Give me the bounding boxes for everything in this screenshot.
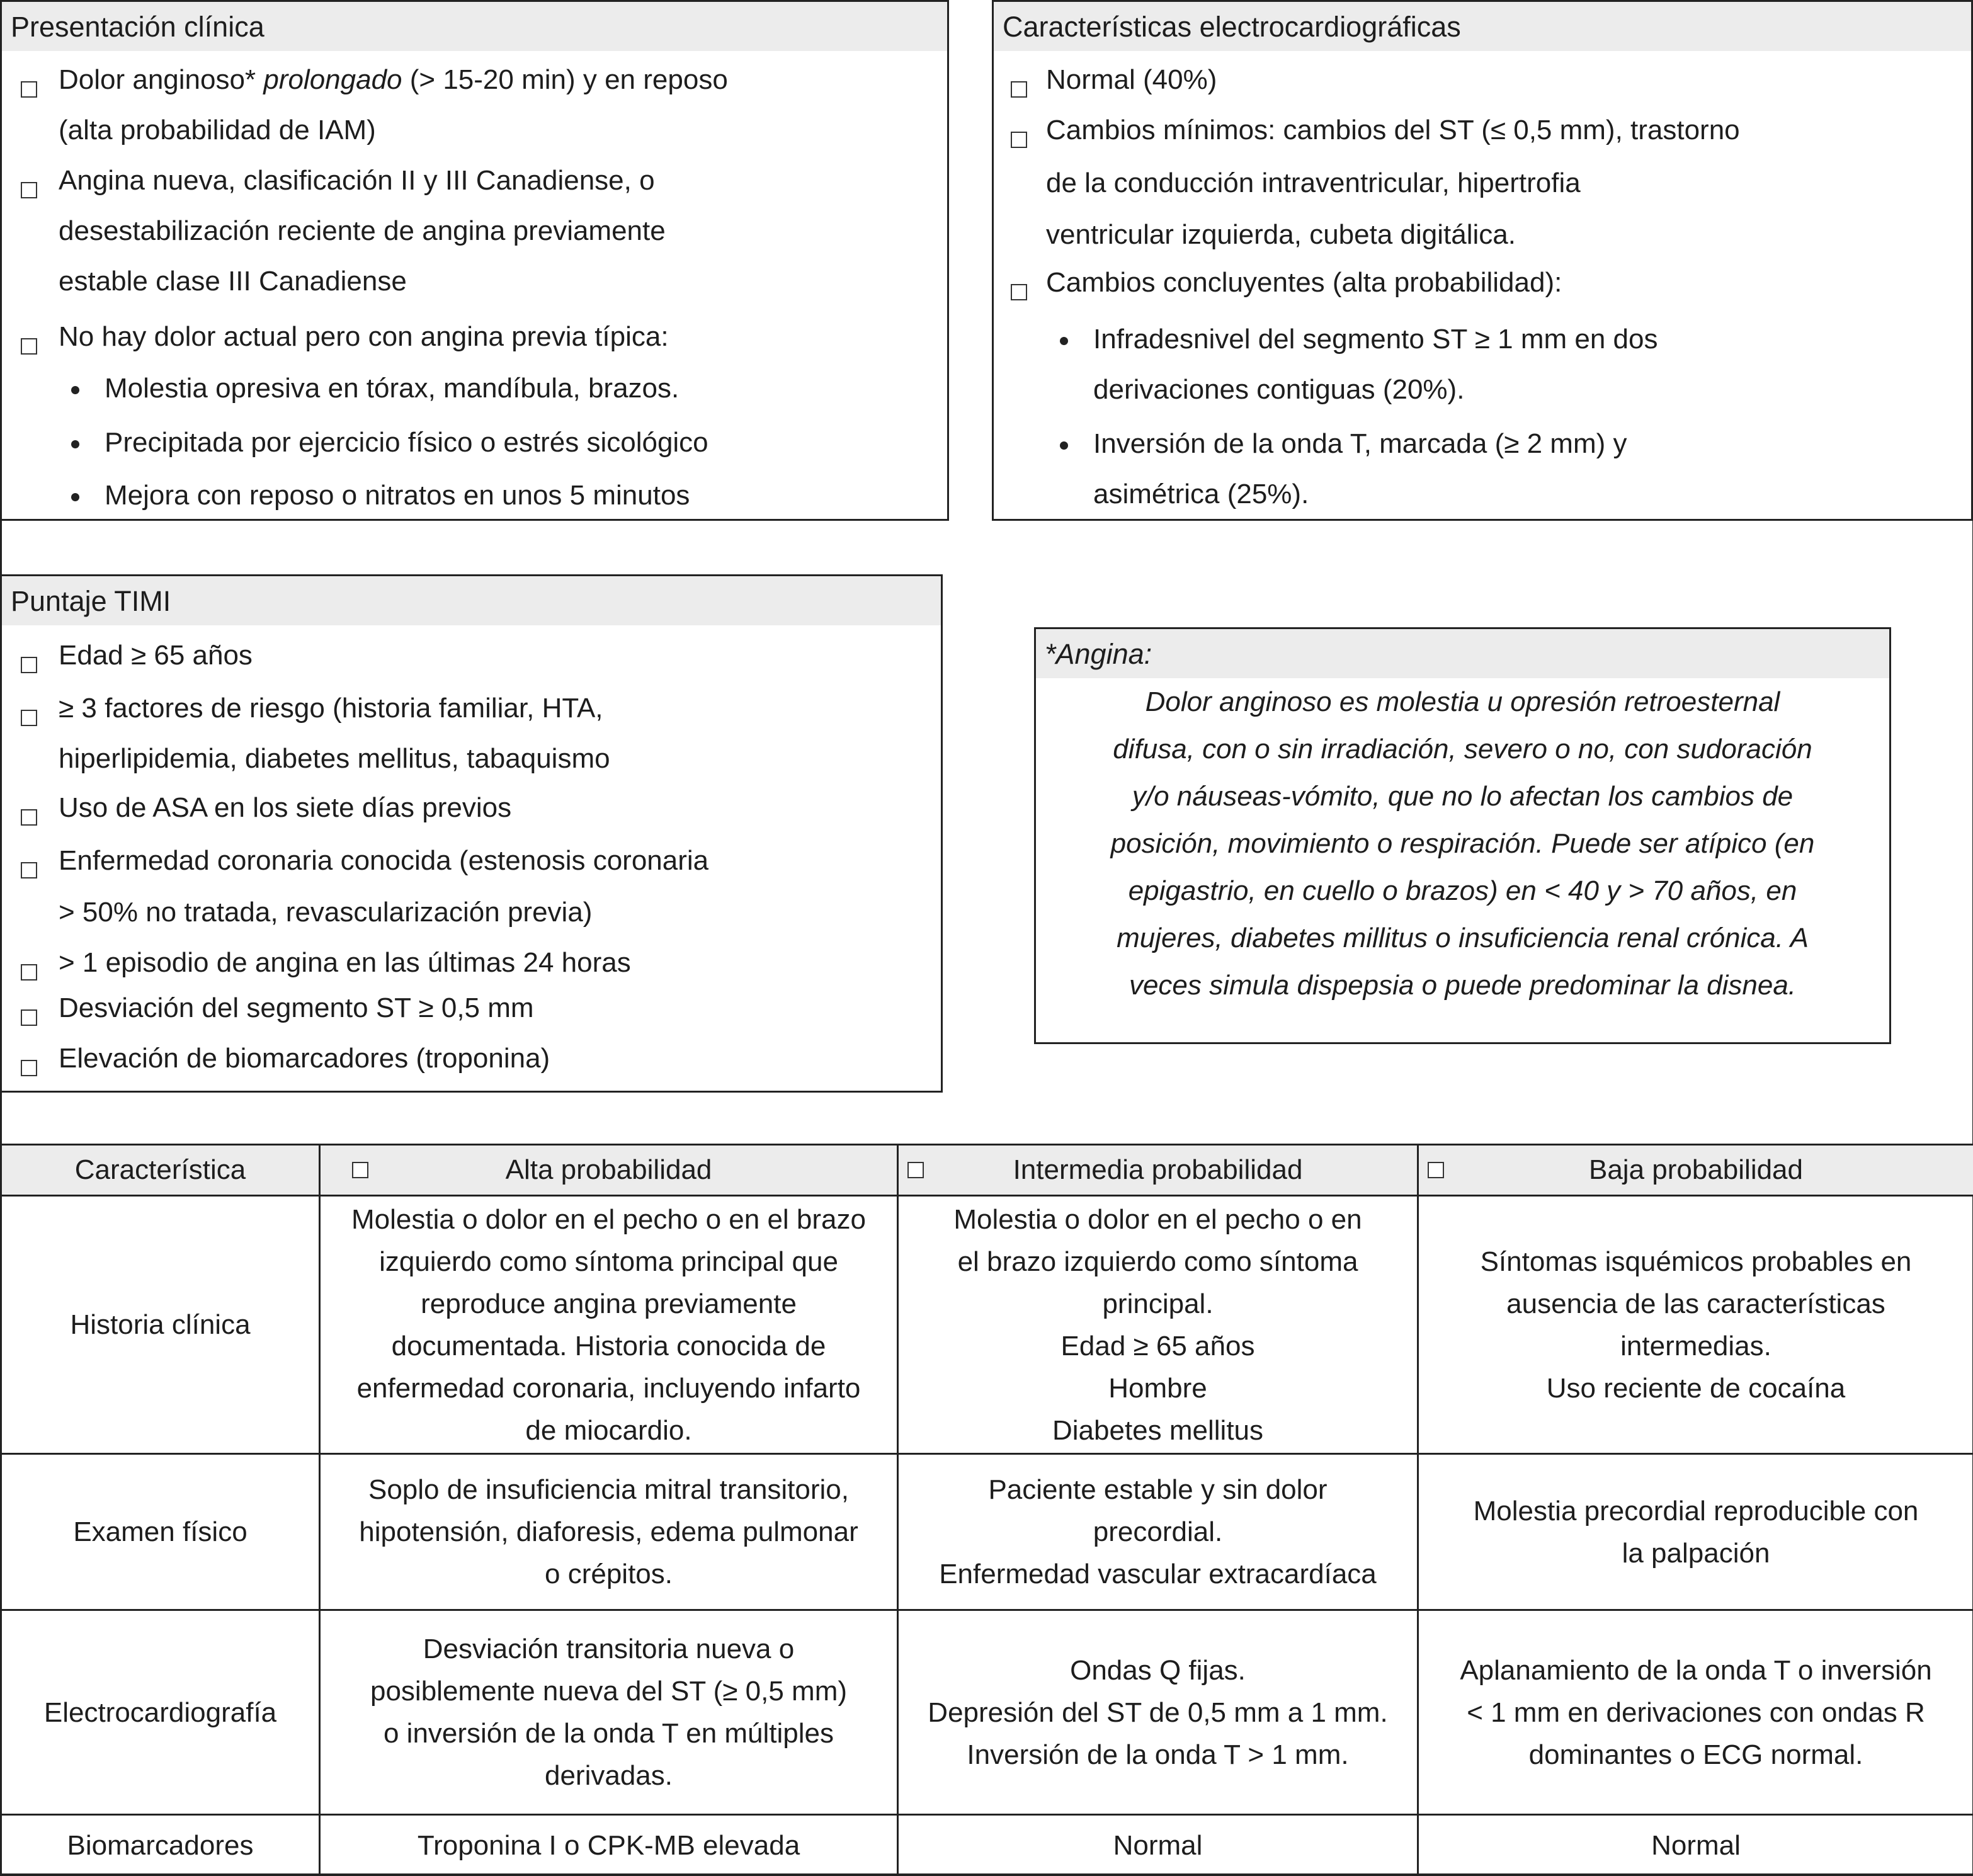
header-high-label: Alta probabilidad (505, 1154, 712, 1185)
cell-text-line: Soplo de insuficiencia mitral transitorio, (368, 1474, 850, 1505)
row-label: Historia clínica (1, 1196, 320, 1454)
text-segment: (> 15-20 min) y en reposo (402, 64, 728, 95)
cell-text-line: la palpación (1622, 1537, 1770, 1569)
cell-text-line: Diabetes mellitus (1052, 1414, 1264, 1446)
bullet-icon (1060, 337, 1068, 345)
header-intermediate-probability (898, 1145, 1418, 1196)
ecg-bullet-line: asimétrica (25%). (1093, 479, 1309, 509)
cell-text-line: izquierdo como síntoma principal que (379, 1246, 838, 1277)
checkbox-icon (907, 1162, 924, 1178)
cell-text-line: dominantes o ECG normal. (1528, 1739, 1863, 1770)
cell-text-line: Edad ≥ 65 años (1060, 1330, 1255, 1362)
checkbox-icon (1428, 1162, 1444, 1178)
table-cell (898, 1196, 1418, 1454)
checkbox-icon (1011, 81, 1027, 98)
timi-item-line: > 50% no tratada, revascularización previa) (59, 897, 593, 928)
header-low-label: Baja probabilidad (1588, 1154, 1804, 1185)
angina-text-line: epigastrio, en cuello o brazos) en < 40 y > 70 años, en (1128, 875, 1797, 906)
angina-text-line: veces simula dispepsia o puede predominar la disnea. (1129, 970, 1797, 1001)
ecg-item-line: Normal (40%) (1046, 64, 1217, 95)
clinical-bullet-line: Mejora con reposo o nitratos en unos 5 minutos (105, 480, 690, 511)
timi-item-line: > 1 episodio de angina en las últimas 24 horas (59, 947, 631, 978)
table-row (1, 1610, 1973, 1815)
checkbox-icon (1011, 284, 1027, 300)
checkbox-icon (21, 964, 37, 981)
table-cell (320, 1815, 898, 1876)
table-row (1, 1815, 1973, 1876)
header-characteristic: Característica (1, 1145, 320, 1196)
bullet-icon (71, 386, 79, 394)
timi-item-line: Desviación del segmento ST ≥ 0,5 mm (59, 992, 534, 1023)
cell-text-line: Desviación transitoria nueva o (423, 1634, 795, 1664)
cell-text-line: Hombre (1108, 1372, 1207, 1404)
cell-text-line: o crépitos. (545, 1559, 673, 1589)
timi-score-box (0, 574, 943, 1093)
ecg-bullet-line: Inversión de la onda T, marcada (≥ 2 mm) y (1093, 428, 1627, 459)
cell-text-line: precordial. (1093, 1516, 1223, 1547)
timi-item-line: Uso de ASA en los siete días previos (59, 792, 512, 823)
checkbox-icon (21, 338, 37, 355)
checkbox-icon (21, 182, 37, 198)
row-label: Biomarcadores (1, 1815, 320, 1876)
timi-item-line: Edad ≥ 65 años (59, 640, 253, 671)
cell-text-line: posiblemente nueva del ST (≥ 0,5 mm) (370, 1676, 848, 1707)
ecg-item-line: de la conducción intraventricular, hipertrofia (1046, 168, 1581, 198)
cell-text-line: Enfermedad vascular extracardíaca (939, 1559, 1377, 1589)
table-row (1, 1196, 1973, 1454)
header-high-probability (320, 1145, 898, 1196)
timi-item-line: hiperlipidemia, diabetes mellitus, tabaquismo (59, 743, 610, 774)
checkbox-icon (21, 809, 37, 826)
clinical-item-line: (alta probabilidad de IAM) (59, 115, 376, 145)
header-intermediate-label: Intermedia probabilidad (1013, 1154, 1303, 1185)
clinical-bullet-line: Precipitada por ejercicio físico o estrés sicológico (105, 427, 708, 458)
cell-text-line: reproduce angina previamente (421, 1288, 797, 1319)
cell-text-line: Ondas Q fijas. (1070, 1654, 1246, 1686)
clinical-item-line: No hay dolor actual pero con angina previa típica: (59, 321, 669, 352)
cell-text-line: Normal (1651, 1830, 1741, 1861)
clinical-item-line: Angina nueva, clasificación II y III Canadiense, o (59, 165, 655, 196)
clinical-bullet-line: Molestia opresiva en tórax, mandíbula, brazos. (105, 373, 679, 404)
table-header-row (1, 1145, 1973, 1196)
checkbox-icon (21, 81, 37, 98)
angina-text-line: y/o náuseas-vómito, que no lo afectan los cambios de (1132, 781, 1794, 812)
checkbox-icon (21, 862, 37, 878)
text-segment: Dolor anginoso* (59, 64, 264, 95)
cell-text-line: derivadas. (544, 1760, 673, 1791)
table-cell (898, 1610, 1418, 1815)
cell-text-line: intermedias. (1620, 1330, 1771, 1362)
timi-item-line: ≥ 3 factores de riesgo (historia familiar, HTA, (59, 693, 603, 724)
cell-text-line: Normal (1113, 1830, 1203, 1861)
ecg-features-box (992, 0, 1973, 521)
cell-text-line: Inversión de la onda T > 1 mm. (967, 1739, 1349, 1770)
timi-score-title: Puntaje TIMI (2, 576, 941, 625)
cell-text-line: Paciente estable y sin dolor (988, 1474, 1328, 1505)
clinical-item-line: estable clase III Canadiense (59, 266, 407, 297)
cell-text-line: el brazo izquierdo como síntoma (957, 1246, 1358, 1277)
checkbox-icon (21, 1009, 37, 1026)
cell-text-line: Uso reciente de cocaína (1546, 1372, 1846, 1404)
table-cell (1418, 1610, 1973, 1815)
checkbox-icon (21, 657, 37, 673)
cell-text-line: Molestia o dolor en el pecho o en (953, 1203, 1362, 1235)
cell-text-line: documentada. Historia conocida de (391, 1330, 826, 1362)
table-cell (320, 1454, 898, 1610)
clinical-presentation-title: Presentación clínica (2, 2, 947, 51)
timi-item-line: Enfermedad coronaria conocida (estenosis coronaria (59, 845, 709, 876)
table-cell (1418, 1196, 1973, 1454)
cell-text-line: Molestia o dolor en el pecho o en el brazo (351, 1203, 866, 1235)
ecg-bullet-line: Infradesnivel del segmento ST ≥ 1 mm en dos (1093, 324, 1658, 355)
cell-text-line: de miocardio. (525, 1414, 692, 1446)
table-cell (1418, 1454, 1973, 1610)
clinical-item-line: desestabilización reciente de angina previamente (59, 215, 666, 246)
cell-text-line: Síntomas isquémicos probables en (1480, 1246, 1912, 1277)
row-label: Examen físico (1, 1454, 320, 1610)
header-low-probability (1418, 1145, 1973, 1196)
checkbox-icon (21, 710, 37, 726)
cell-text-line: Aplanamiento de la onda T o inversión (1460, 1654, 1932, 1686)
table-cell (898, 1454, 1418, 1610)
angina-text-line: mujeres, diabetes millitus o insuficiencia renal crónica. A (1117, 923, 1809, 953)
angina-text-line: posición, movimiento o respiración. Puede ser atípico (en (1110, 828, 1815, 859)
probability-table (0, 1144, 1973, 1876)
angina-definition-title: *Angina: (1036, 629, 1889, 678)
ecg-item-line: ventricular izquierda, cubeta digitálica. (1046, 219, 1516, 250)
clinical-item-line (59, 64, 728, 96)
checkbox-icon (352, 1162, 368, 1178)
cell-text-line: Troponina I o CPK-MB elevada (417, 1830, 800, 1861)
checkbox-icon (21, 1060, 37, 1076)
cell-text-line: principal. (1102, 1288, 1214, 1319)
bullet-icon (71, 493, 79, 501)
ecg-item-line: Cambios concluyentes (alta probabilidad): (1046, 267, 1562, 298)
table-cell (1418, 1815, 1973, 1876)
ecg-bullet-line: derivaciones contiguas (20%). (1093, 374, 1465, 405)
checkbox-icon (1011, 132, 1027, 148)
angina-text-line: Dolor anginoso es molestia u opresión retroesternal (1145, 686, 1780, 717)
bullet-icon (1060, 441, 1068, 450)
angina-definition-box (1034, 627, 1891, 1044)
row-label: Electrocardiografía (1, 1610, 320, 1815)
cell-text-line: hipotensión, diaforesis, edema pulmonar (359, 1516, 858, 1547)
emphasis-text: prolongado (263, 64, 402, 95)
cell-text-line: Molestia precordial reproducible con (1473, 1495, 1919, 1526)
table-cell (320, 1610, 898, 1815)
table-cell (320, 1196, 898, 1454)
clinical-presentation-box (0, 0, 949, 521)
cell-text-line: enfermedad coronaria, incluyendo infarto (356, 1372, 861, 1404)
cell-text-line: < 1 mm en derivaciones con ondas R (1467, 1697, 1925, 1728)
table-cell (898, 1815, 1418, 1876)
timi-item-line: Elevación de biomarcadores (troponina) (59, 1043, 550, 1074)
table-row (1, 1454, 1973, 1610)
bullet-icon (71, 440, 79, 448)
cell-text-line: ausencia de las características (1506, 1288, 1885, 1319)
cell-text-line: Depresión del ST de 0,5 mm a 1 mm. (928, 1697, 1388, 1728)
ecg-features-title: Características electrocardiográficas (994, 2, 1971, 51)
cell-text-line: o inversión de la onda T en múltiples (383, 1718, 834, 1749)
ecg-item-line: Cambios mínimos: cambios del ST (≤ 0,5 mm), trastorno (1046, 115, 1740, 145)
angina-text-line: difusa, con o sin irradiación, severo o no, con sudoración (1113, 734, 1812, 765)
